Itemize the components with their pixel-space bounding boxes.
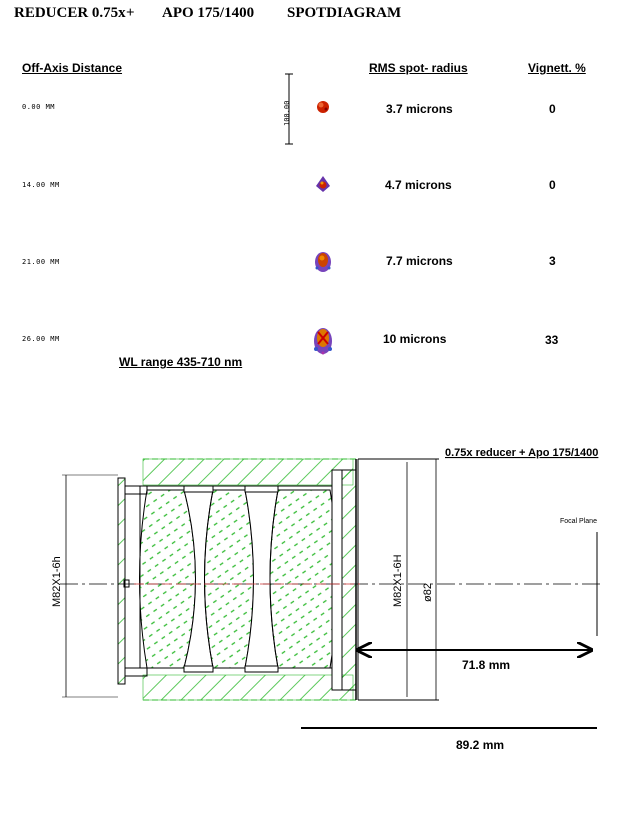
row-distance: 0.00 MM: [22, 103, 56, 111]
row-vignett: 0: [549, 178, 556, 192]
focal-plane-label: Focal Plane: [560, 518, 597, 525]
wl-range-label: WL range 435-710 nm: [119, 355, 243, 369]
spot-diagram-26mm: [314, 328, 332, 355]
row-rms: 3.7 microns: [386, 102, 453, 116]
spot-diagram-0mm: [317, 101, 329, 113]
dim-total-label: 89.2 mm: [456, 738, 505, 752]
header-rms-spot-radius: RMS spot- radius: [369, 61, 468, 75]
title-apo: APO 175/1400: [162, 5, 255, 21]
row-rms: 4.7 microns: [385, 178, 452, 192]
diameter-label: ø82: [422, 583, 434, 602]
row-rms: 7.7 microns: [386, 254, 453, 268]
row-rms: 10 microns: [383, 332, 447, 346]
scale-bar-label: 100.00: [283, 100, 291, 126]
spot-scale-bar: [285, 74, 293, 144]
lens-drawing: [60, 459, 600, 728]
title-spotdiagram: SPOTDIAGRAM: [287, 5, 402, 21]
title-plus: +: [126, 5, 135, 21]
row-vignett: 0: [549, 102, 556, 116]
row-distance: 26.00 MM: [22, 335, 60, 343]
row-vignett: 33: [545, 333, 559, 347]
row-vignett: 3: [549, 254, 556, 268]
header-off-axis-distance: Off-Axis Distance: [22, 61, 123, 75]
spot-diagram-21mm: [315, 252, 331, 272]
dim-focus-label: 71.8 mm: [462, 658, 511, 672]
thread-left-label: M82X1-6h: [51, 556, 63, 607]
row-distance: 21.00 MM: [22, 258, 60, 266]
drawing-title: 0.75x reducer + Apo 175/1400: [445, 447, 599, 459]
thread-right-label: M82X1-6H: [392, 554, 404, 607]
spot-diagram-14mm: [316, 176, 330, 192]
header-vignetting: Vignett. %: [528, 61, 586, 75]
title-reducer: REDUCER 0.75x: [14, 5, 126, 21]
row-distance: 14.00 MM: [22, 181, 60, 189]
